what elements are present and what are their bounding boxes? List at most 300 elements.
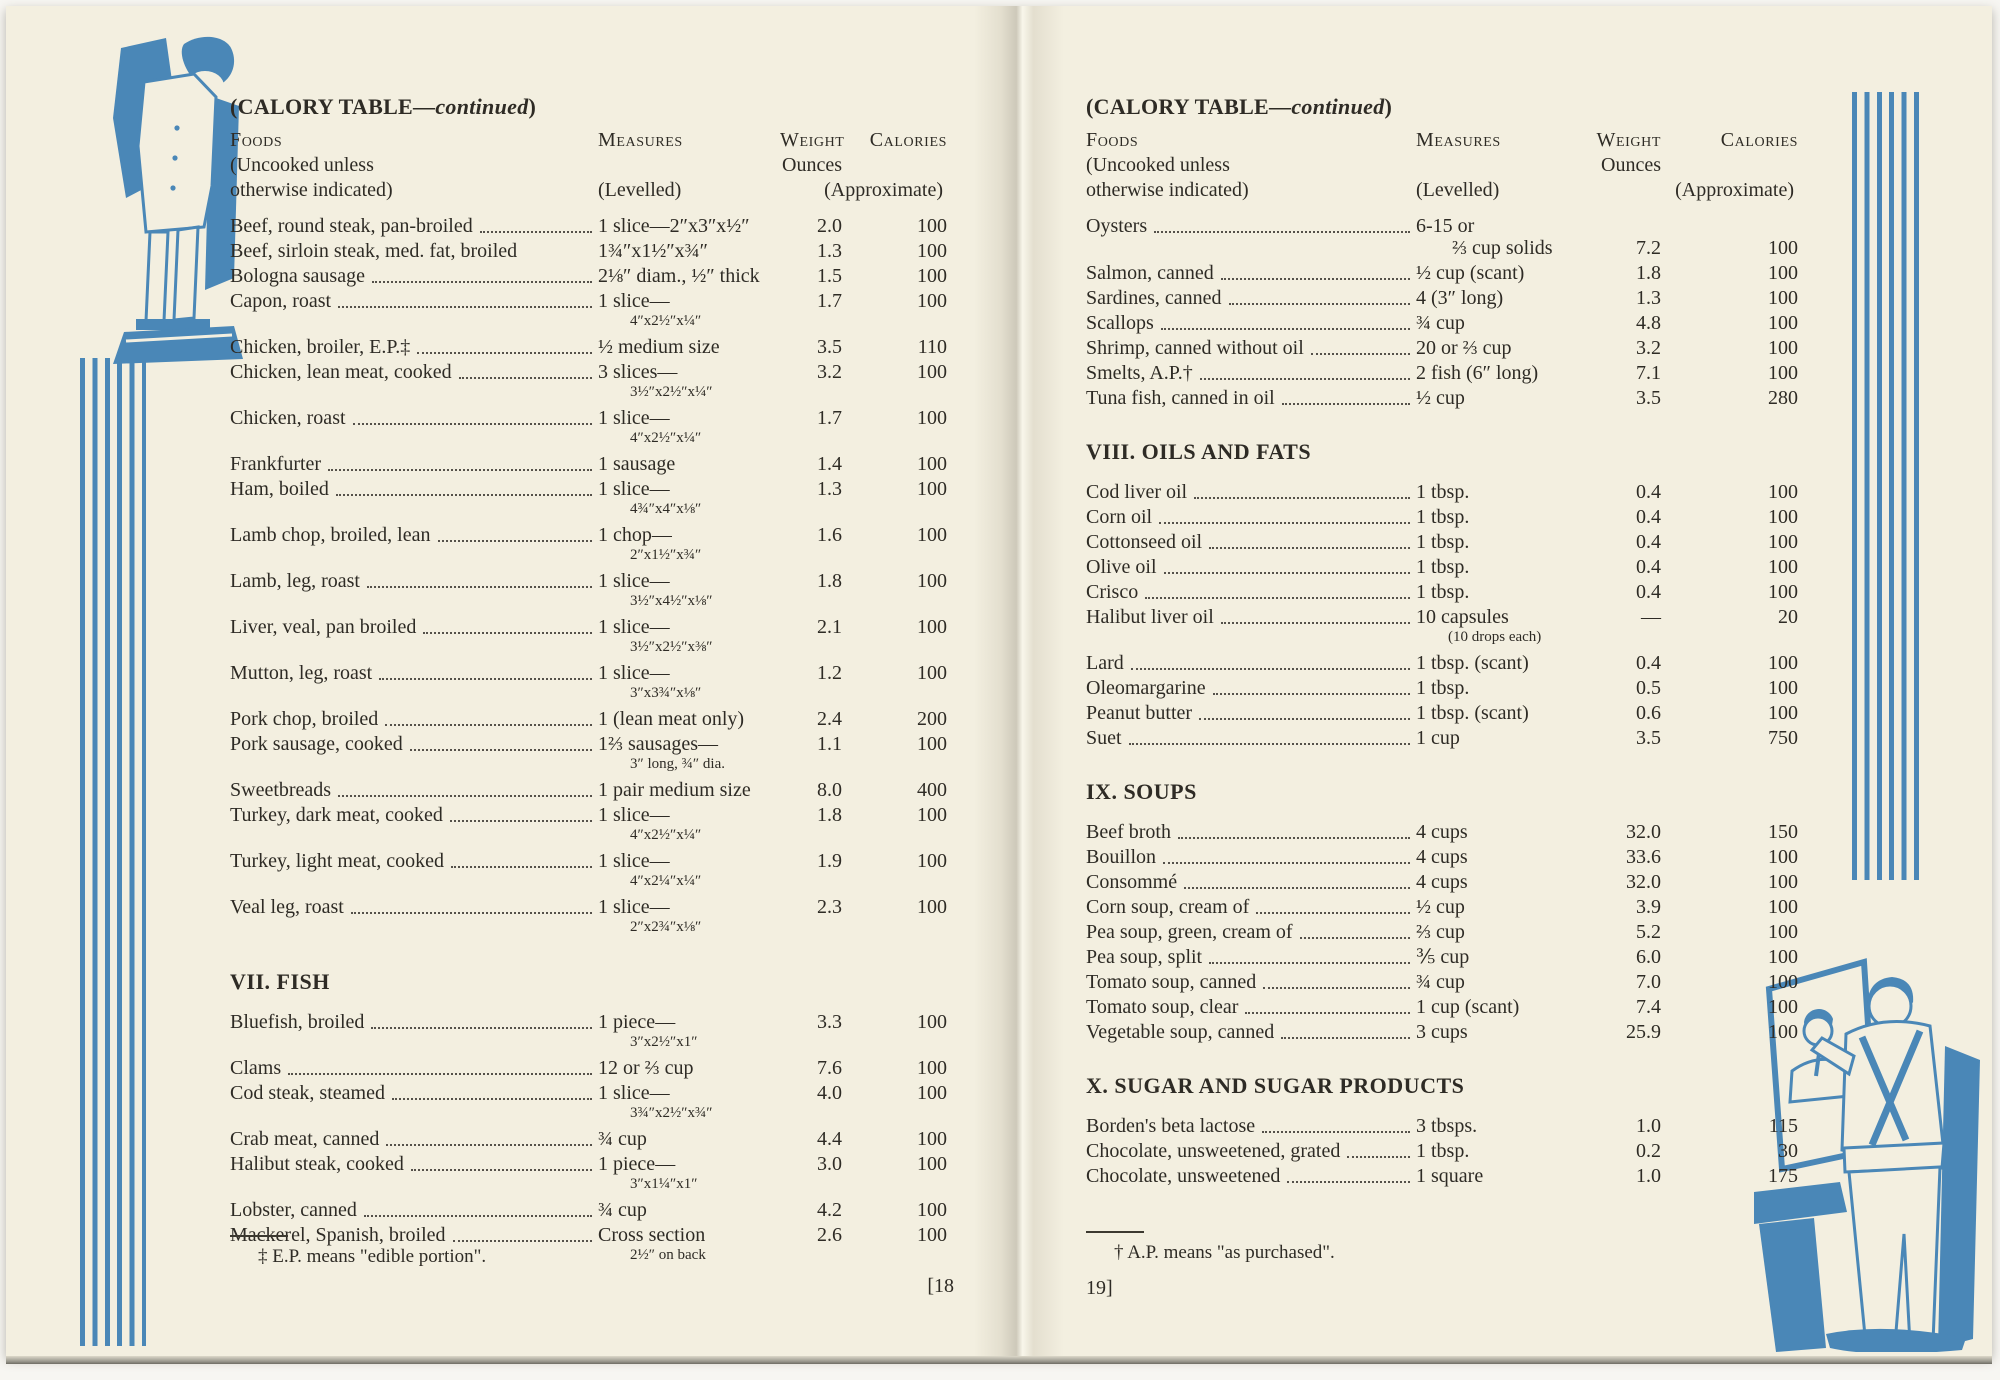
calories-value: 100	[917, 240, 947, 262]
food-cell	[1086, 387, 1416, 409]
dotted-leader	[1311, 353, 1410, 355]
food-name: Crab meat, canned	[230, 1128, 380, 1150]
measure-cell	[598, 570, 780, 613]
measure-text: ¾ cup	[598, 1199, 647, 1221]
measure-cell	[598, 1224, 780, 1267]
calories-value: 100	[1768, 262, 1798, 284]
table-row	[1086, 481, 1798, 503]
weight-value: —	[1641, 606, 1661, 628]
measure-text: 1 chop—	[598, 524, 672, 546]
calories-value: 100	[917, 1224, 947, 1246]
measure-cell	[1416, 506, 1596, 528]
food-name: Lobster, canned	[230, 1199, 357, 1221]
food-name: Chicken, broiler, E.P.‡	[230, 336, 411, 358]
food-name: Olive oil	[1086, 556, 1157, 578]
measure-detail: 4″x2½″x¼″	[630, 430, 702, 446]
dotted-leader	[353, 423, 592, 425]
food-name: Shrimp, canned without oil	[1086, 337, 1304, 359]
table-row	[1086, 871, 1798, 893]
table-row	[230, 407, 947, 450]
measure-text: 2 fish (6″ long)	[1416, 362, 1539, 384]
food-cell	[230, 215, 598, 237]
col-subheader-levelled: (Levelled)	[1416, 179, 1500, 201]
table-row	[230, 850, 947, 893]
dotted-leader	[1256, 912, 1410, 914]
measure-text: ⅗ cup	[1416, 946, 1470, 968]
measure-detail: 2½″ on back	[630, 1247, 706, 1263]
dotted-leader	[1262, 1131, 1410, 1133]
food-cell	[1086, 921, 1416, 943]
food-cell	[230, 896, 598, 918]
food-name: Peanut butter	[1086, 702, 1193, 724]
col-header-weight: Weight	[780, 129, 845, 151]
weight-value: 7.1	[1636, 362, 1661, 384]
table-row	[230, 570, 947, 613]
food-name: Pea soup, split	[1086, 946, 1203, 968]
measure-cell	[598, 1082, 780, 1125]
measure-text: 1 tbsp.	[1416, 677, 1470, 699]
measure-detail: 3″x1¼″x1″	[630, 1176, 698, 1192]
calories-value: 100	[1768, 702, 1798, 724]
measure-cell	[598, 733, 780, 776]
food-name: Clams	[230, 1057, 282, 1079]
food-name: Halibut liver oil	[1086, 606, 1214, 628]
table-row	[230, 896, 947, 939]
measure-text: 1 tbsp. (scant)	[1416, 652, 1529, 674]
weight-value: 1.2	[817, 662, 842, 684]
weight-value: 32.0	[1626, 821, 1661, 843]
table-row	[1086, 531, 1798, 553]
footnote-text: ‡ E.P. means "edible portion".	[258, 1246, 487, 1267]
food-name: Smelts, A.P.†	[1086, 362, 1193, 384]
food-name: Chicken, roast	[230, 407, 346, 429]
food-name: Capon, roast	[230, 290, 332, 312]
measure-text: 1 tbsp.	[1416, 581, 1470, 603]
dotted-leader	[372, 281, 592, 283]
food-name: Mutton, leg, roast	[230, 662, 373, 684]
dotted-leader	[1184, 887, 1410, 889]
calories-value: 100	[1768, 362, 1798, 384]
food-name: Bologna sausage	[230, 265, 365, 287]
food-cell	[1086, 606, 1416, 628]
table-row	[1086, 846, 1798, 868]
col-subheader-approximate: (Approximate)	[824, 179, 943, 201]
weight-value: 2.6	[817, 1224, 842, 1246]
table-row	[1086, 946, 1798, 968]
table-row	[230, 616, 947, 659]
table-row	[230, 524, 947, 567]
measure-text: 10 capsules	[1416, 606, 1509, 628]
dotted-leader	[480, 231, 592, 233]
measure-text: 3 slices—	[598, 361, 678, 383]
food-cell	[230, 478, 598, 500]
left-page	[40, 6, 1016, 1356]
dotted-leader	[1164, 572, 1410, 574]
footnote-rule	[230, 1235, 288, 1237]
measure-cell	[598, 804, 780, 847]
food-name: Consommé	[1086, 871, 1178, 893]
open-booklet	[6, 6, 1992, 1356]
table-row	[1086, 312, 1798, 334]
food-name: Tomato soup, canned	[1086, 971, 1257, 993]
measure-detail: 2″x1½″x¾″	[630, 547, 702, 563]
food-name: Suet	[1086, 727, 1122, 749]
measure-cell	[598, 1199, 780, 1221]
calories-value: 100	[917, 290, 947, 312]
measure-text: 12 or ⅔ cup	[598, 1057, 694, 1079]
measure-text: 1 tbsp. (scant)	[1416, 702, 1529, 724]
food-name: Mackerel, Spanish, broiled	[230, 1224, 446, 1246]
food-name: Lard	[1086, 652, 1124, 674]
book-page-edges	[6, 6, 40, 1356]
food-name: Crisco	[1086, 581, 1139, 603]
calories-value: 100	[917, 1128, 947, 1150]
measure-text: 1 piece—	[598, 1153, 676, 1175]
measure-text: 1 slice—	[598, 804, 670, 826]
dotted-leader	[1245, 1012, 1410, 1014]
measure-text: ¾ cup	[598, 1128, 647, 1150]
weight-value: 2.0	[817, 215, 842, 237]
weight-value: 4.2	[817, 1199, 842, 1221]
dotted-leader	[1129, 743, 1410, 745]
calories-value: 100	[1768, 896, 1798, 918]
measure-cell	[1416, 846, 1596, 868]
food-cell	[230, 1128, 598, 1150]
measure-detail: 2″x2¾″x⅛″	[630, 919, 702, 935]
weight-value: 5.2	[1636, 921, 1661, 943]
food-cell	[230, 240, 598, 262]
dotted-leader	[1263, 987, 1410, 989]
col-subheader-ounces: Ounces	[1601, 154, 1661, 176]
col-header-measures: Measures	[598, 129, 683, 151]
measure-cell	[1416, 871, 1596, 893]
measure-cell	[1416, 1165, 1596, 1187]
measure-text: 2⅛″ diam., ½″ thick	[598, 265, 760, 287]
weight-value: 2.1	[817, 616, 842, 638]
table-row	[1086, 677, 1798, 699]
weight-value: 25.9	[1626, 1021, 1661, 1043]
dotted-leader	[417, 352, 592, 354]
dotted-leader	[336, 494, 592, 496]
measure-detail: 3″x3¾″x⅛″	[630, 685, 702, 701]
weight-value: 2.3	[817, 896, 842, 918]
measure-detail: 3½″x4½″x⅛″	[630, 593, 713, 609]
food-name: Chicken, lean meat, cooked	[230, 361, 452, 383]
table-row	[1086, 896, 1798, 918]
measure-cell	[1416, 362, 1596, 384]
food-name: Lamb chop, broiled, lean	[230, 524, 431, 546]
measure-cell	[1416, 287, 1596, 309]
dotted-leader	[1200, 378, 1410, 380]
measure-detail: 4″x2½″x¼″	[630, 827, 702, 843]
food-cell	[1086, 727, 1416, 749]
table-row	[230, 779, 947, 801]
calories-value: 100	[1768, 237, 1798, 259]
dotted-leader	[1163, 862, 1410, 864]
calories-value: 100	[1768, 287, 1798, 309]
food-name: Pork chop, broiled	[230, 708, 379, 730]
measure-cell	[598, 1057, 780, 1079]
food-cell	[1086, 481, 1416, 503]
weight-value: 3.5	[1636, 727, 1661, 749]
col-subheader-levelled: (Levelled)	[598, 179, 682, 201]
calories-value: 100	[1768, 946, 1798, 968]
dotted-leader	[1229, 303, 1410, 305]
food-cell	[1086, 946, 1416, 968]
measure-text: ½ cup	[1416, 387, 1465, 409]
column-headers	[230, 128, 947, 203]
measure-cell	[1416, 556, 1596, 578]
measure-text: 1⅔ sausages—	[598, 733, 718, 755]
measure-text: 6-15 or	[1416, 215, 1475, 237]
weight-value: 3.2	[1636, 337, 1661, 359]
table-row	[230, 290, 947, 333]
page-number: [18	[927, 1275, 954, 1297]
food-name: Turkey, light meat, cooked	[230, 850, 445, 872]
weight-value: 1.8	[817, 570, 842, 592]
measure-text: 4 (3″ long)	[1416, 287, 1504, 309]
weight-value: 8.0	[817, 779, 842, 801]
food-cell	[1086, 1140, 1416, 1162]
measure-cell	[1416, 946, 1596, 968]
food-cell	[1086, 506, 1416, 528]
dotted-leader	[338, 306, 592, 308]
measure-text: 4 cups	[1416, 846, 1468, 868]
calories-value: 100	[917, 1153, 947, 1175]
food-cell	[1086, 215, 1416, 237]
dotted-leader	[1209, 962, 1410, 964]
table-row	[230, 478, 947, 521]
weight-value: 3.5	[1636, 387, 1661, 409]
calories-value: 100	[917, 265, 947, 287]
measure-cell	[1416, 727, 1596, 749]
food-cell	[1086, 531, 1416, 553]
calories-value: 175	[1768, 1165, 1798, 1187]
food-cell	[1086, 996, 1416, 1018]
table-row	[1086, 702, 1798, 724]
measure-text: 1 cup	[1416, 727, 1460, 749]
measure-text: 1 slice—	[598, 896, 670, 918]
dotted-leader	[288, 1073, 592, 1075]
table-row	[230, 1153, 947, 1196]
table-row	[1086, 996, 1798, 1018]
dotted-leader	[379, 678, 592, 680]
food-name: Chocolate, unsweetened	[1086, 1165, 1281, 1187]
table-row	[230, 215, 947, 237]
measure-cell	[598, 361, 780, 404]
food-name: Veal leg, roast	[230, 896, 344, 918]
food-cell	[1086, 971, 1416, 993]
dotted-leader	[351, 912, 592, 914]
calories-value: 100	[1768, 921, 1798, 943]
calories-value: 100	[917, 1199, 947, 1221]
calories-value: 100	[1768, 971, 1798, 993]
measure-cell	[1416, 581, 1596, 603]
col-header-calories: Calories	[869, 129, 947, 151]
dotted-leader	[410, 749, 592, 751]
dotted-leader	[438, 540, 593, 542]
calories-value: 100	[917, 1057, 947, 1079]
page-number: 19]	[1086, 1277, 1113, 1299]
dotted-leader	[1209, 547, 1410, 549]
decorative-column-stripes	[1852, 92, 1919, 880]
weight-value: 4.8	[1636, 312, 1661, 334]
measure-cell	[1416, 1021, 1596, 1043]
food-name: Liver, veal, pan broiled	[230, 616, 417, 638]
measure-cell	[598, 240, 780, 262]
food-name: Salmon, canned	[1086, 262, 1214, 284]
page-title: (CALORY TABLE—continued)	[230, 94, 537, 119]
measure-detail: 3½″x2½″x¼″	[630, 384, 713, 400]
measure-text: 1 sausage	[598, 453, 676, 475]
weight-value: 3.0	[817, 1153, 842, 1175]
measure-cell	[598, 407, 780, 450]
dotted-leader	[423, 632, 592, 634]
food-cell	[1086, 846, 1416, 868]
food-name: Beef broth	[1086, 821, 1171, 843]
measure-cell	[598, 779, 780, 801]
dotted-leader	[1221, 278, 1410, 280]
table-row	[1086, 581, 1798, 603]
food-name: Tomato soup, clear	[1086, 996, 1239, 1018]
weight-value: 1.3	[817, 240, 842, 262]
table-row	[1086, 921, 1798, 943]
measure-cell	[1416, 921, 1596, 943]
calories-value: 100	[917, 407, 947, 429]
dotted-leader	[1131, 668, 1410, 670]
weight-value: 3.9	[1636, 896, 1661, 918]
measure-text: 1 slice—	[598, 616, 670, 638]
col-subheader-approximate: (Approximate)	[1675, 179, 1794, 201]
food-name: Sweetbreads	[230, 779, 332, 801]
measure-text: ½ cup (scant)	[1416, 262, 1525, 284]
weight-value: 7.6	[817, 1057, 842, 1079]
measure-cell	[1416, 702, 1596, 724]
dotted-leader	[1281, 1037, 1410, 1039]
food-name: Beef, sirloin steak, med. fat, broiled	[230, 240, 518, 262]
table-row	[1086, 215, 1798, 259]
food-cell	[1086, 1021, 1416, 1043]
calories-value: 100	[917, 478, 947, 500]
dotted-leader	[1154, 231, 1410, 233]
table-row	[1086, 337, 1798, 359]
food-name: Scallops	[1086, 312, 1154, 334]
section-heading: X. SUGAR AND SUGAR PRODUCTS	[1086, 1073, 1465, 1098]
measure-cell	[598, 708, 780, 730]
weight-value: 4.4	[817, 1128, 842, 1150]
table-row	[230, 265, 947, 287]
measure-cell	[1416, 1140, 1596, 1162]
weight-value: 32.0	[1626, 871, 1661, 893]
measure-cell	[1416, 387, 1596, 409]
table-row	[1086, 506, 1798, 528]
page-title: (CALORY TABLE—continued)	[1086, 94, 1393, 119]
weight-value: 0.2	[1636, 1140, 1661, 1162]
food-cell	[230, 616, 598, 638]
food-name: Oysters	[1086, 215, 1148, 237]
dotted-leader	[364, 1215, 592, 1217]
weight-value: 1.8	[1636, 262, 1661, 284]
food-cell	[230, 1153, 598, 1175]
calories-value: 100	[1768, 677, 1798, 699]
measure-text: 1 slice—	[598, 1082, 670, 1104]
measure-detail: 4″x2½″x¼″	[630, 313, 702, 329]
measure-text: 1 tbsp.	[1416, 556, 1470, 578]
measure-text: ¾ cup	[1416, 971, 1465, 993]
measure-text: 1 pair medium size	[598, 779, 751, 801]
table-row	[1086, 971, 1798, 993]
weight-value: 1.5	[817, 265, 842, 287]
dotted-leader	[1161, 328, 1410, 330]
calories-value: 100	[917, 1082, 947, 1104]
measure-cell	[598, 850, 780, 893]
col-subheader-ounces: Ounces	[782, 154, 842, 176]
measure-cell	[1416, 215, 1596, 259]
food-name: Sardines, canned	[1086, 287, 1222, 309]
calories-value: 400	[917, 779, 947, 801]
measure-text: ½ cup	[1416, 896, 1465, 918]
calories-value: 100	[1768, 337, 1798, 359]
dotted-leader	[1159, 522, 1410, 524]
food-name: Tuna fish, canned in oil	[1086, 387, 1275, 409]
measure-text: ½ medium size	[598, 336, 720, 358]
col-header-weight: Weight	[1596, 129, 1661, 151]
table-row	[1086, 606, 1798, 649]
measure-detail: 3¾″x2½″x¾″	[630, 1105, 713, 1121]
table-row	[230, 1128, 947, 1150]
measure-detail: 3″ long, ¾″ dia.	[630, 756, 725, 772]
weight-value: 1.3	[817, 478, 842, 500]
weight-value: 1.7	[817, 407, 842, 429]
table-row	[230, 336, 947, 358]
food-cell	[1086, 896, 1416, 918]
weight-value: 1.0	[1636, 1165, 1661, 1187]
dotted-leader	[1347, 1156, 1410, 1158]
measure-cell	[1416, 677, 1596, 699]
calories-value: 100	[1768, 871, 1798, 893]
measure-detail: 3″x2½″x1″	[630, 1034, 698, 1050]
weight-value: 1.4	[817, 453, 842, 475]
footnote	[230, 1235, 486, 1268]
col-subheader-uncooked: (Uncooked unless	[1086, 154, 1230, 176]
table-row	[230, 361, 947, 404]
table-row	[1086, 287, 1798, 309]
measure-cell	[1416, 652, 1596, 674]
dotted-leader	[1199, 718, 1410, 720]
food-cell	[1086, 652, 1416, 674]
weight-value: 1.9	[817, 850, 842, 872]
calories-value: 100	[917, 1011, 947, 1033]
weight-value: 1.3	[1636, 287, 1661, 309]
weight-value: 0.4	[1636, 481, 1661, 503]
dotted-leader	[1213, 693, 1410, 695]
food-cell	[230, 265, 598, 287]
col-header-foods: Foods	[230, 129, 283, 151]
table-row	[1086, 362, 1798, 384]
calories-value: 100	[917, 361, 947, 383]
measure-text: 1 slice—	[598, 290, 670, 312]
col-subheader-indicated: otherwise indicated)	[1086, 179, 1249, 201]
food-name: Frankfurter	[230, 453, 322, 475]
measure-detail: 3½″x2½″x⅜″	[630, 639, 713, 655]
table-row	[1086, 1021, 1798, 1043]
weight-value: 0.4	[1636, 556, 1661, 578]
food-cell	[1086, 677, 1416, 699]
weight-value: 2.4	[817, 708, 842, 730]
decorative-column-stripes	[80, 358, 146, 1346]
measure-text: ⅔ cup	[1416, 921, 1465, 943]
dotted-leader	[1145, 597, 1410, 599]
